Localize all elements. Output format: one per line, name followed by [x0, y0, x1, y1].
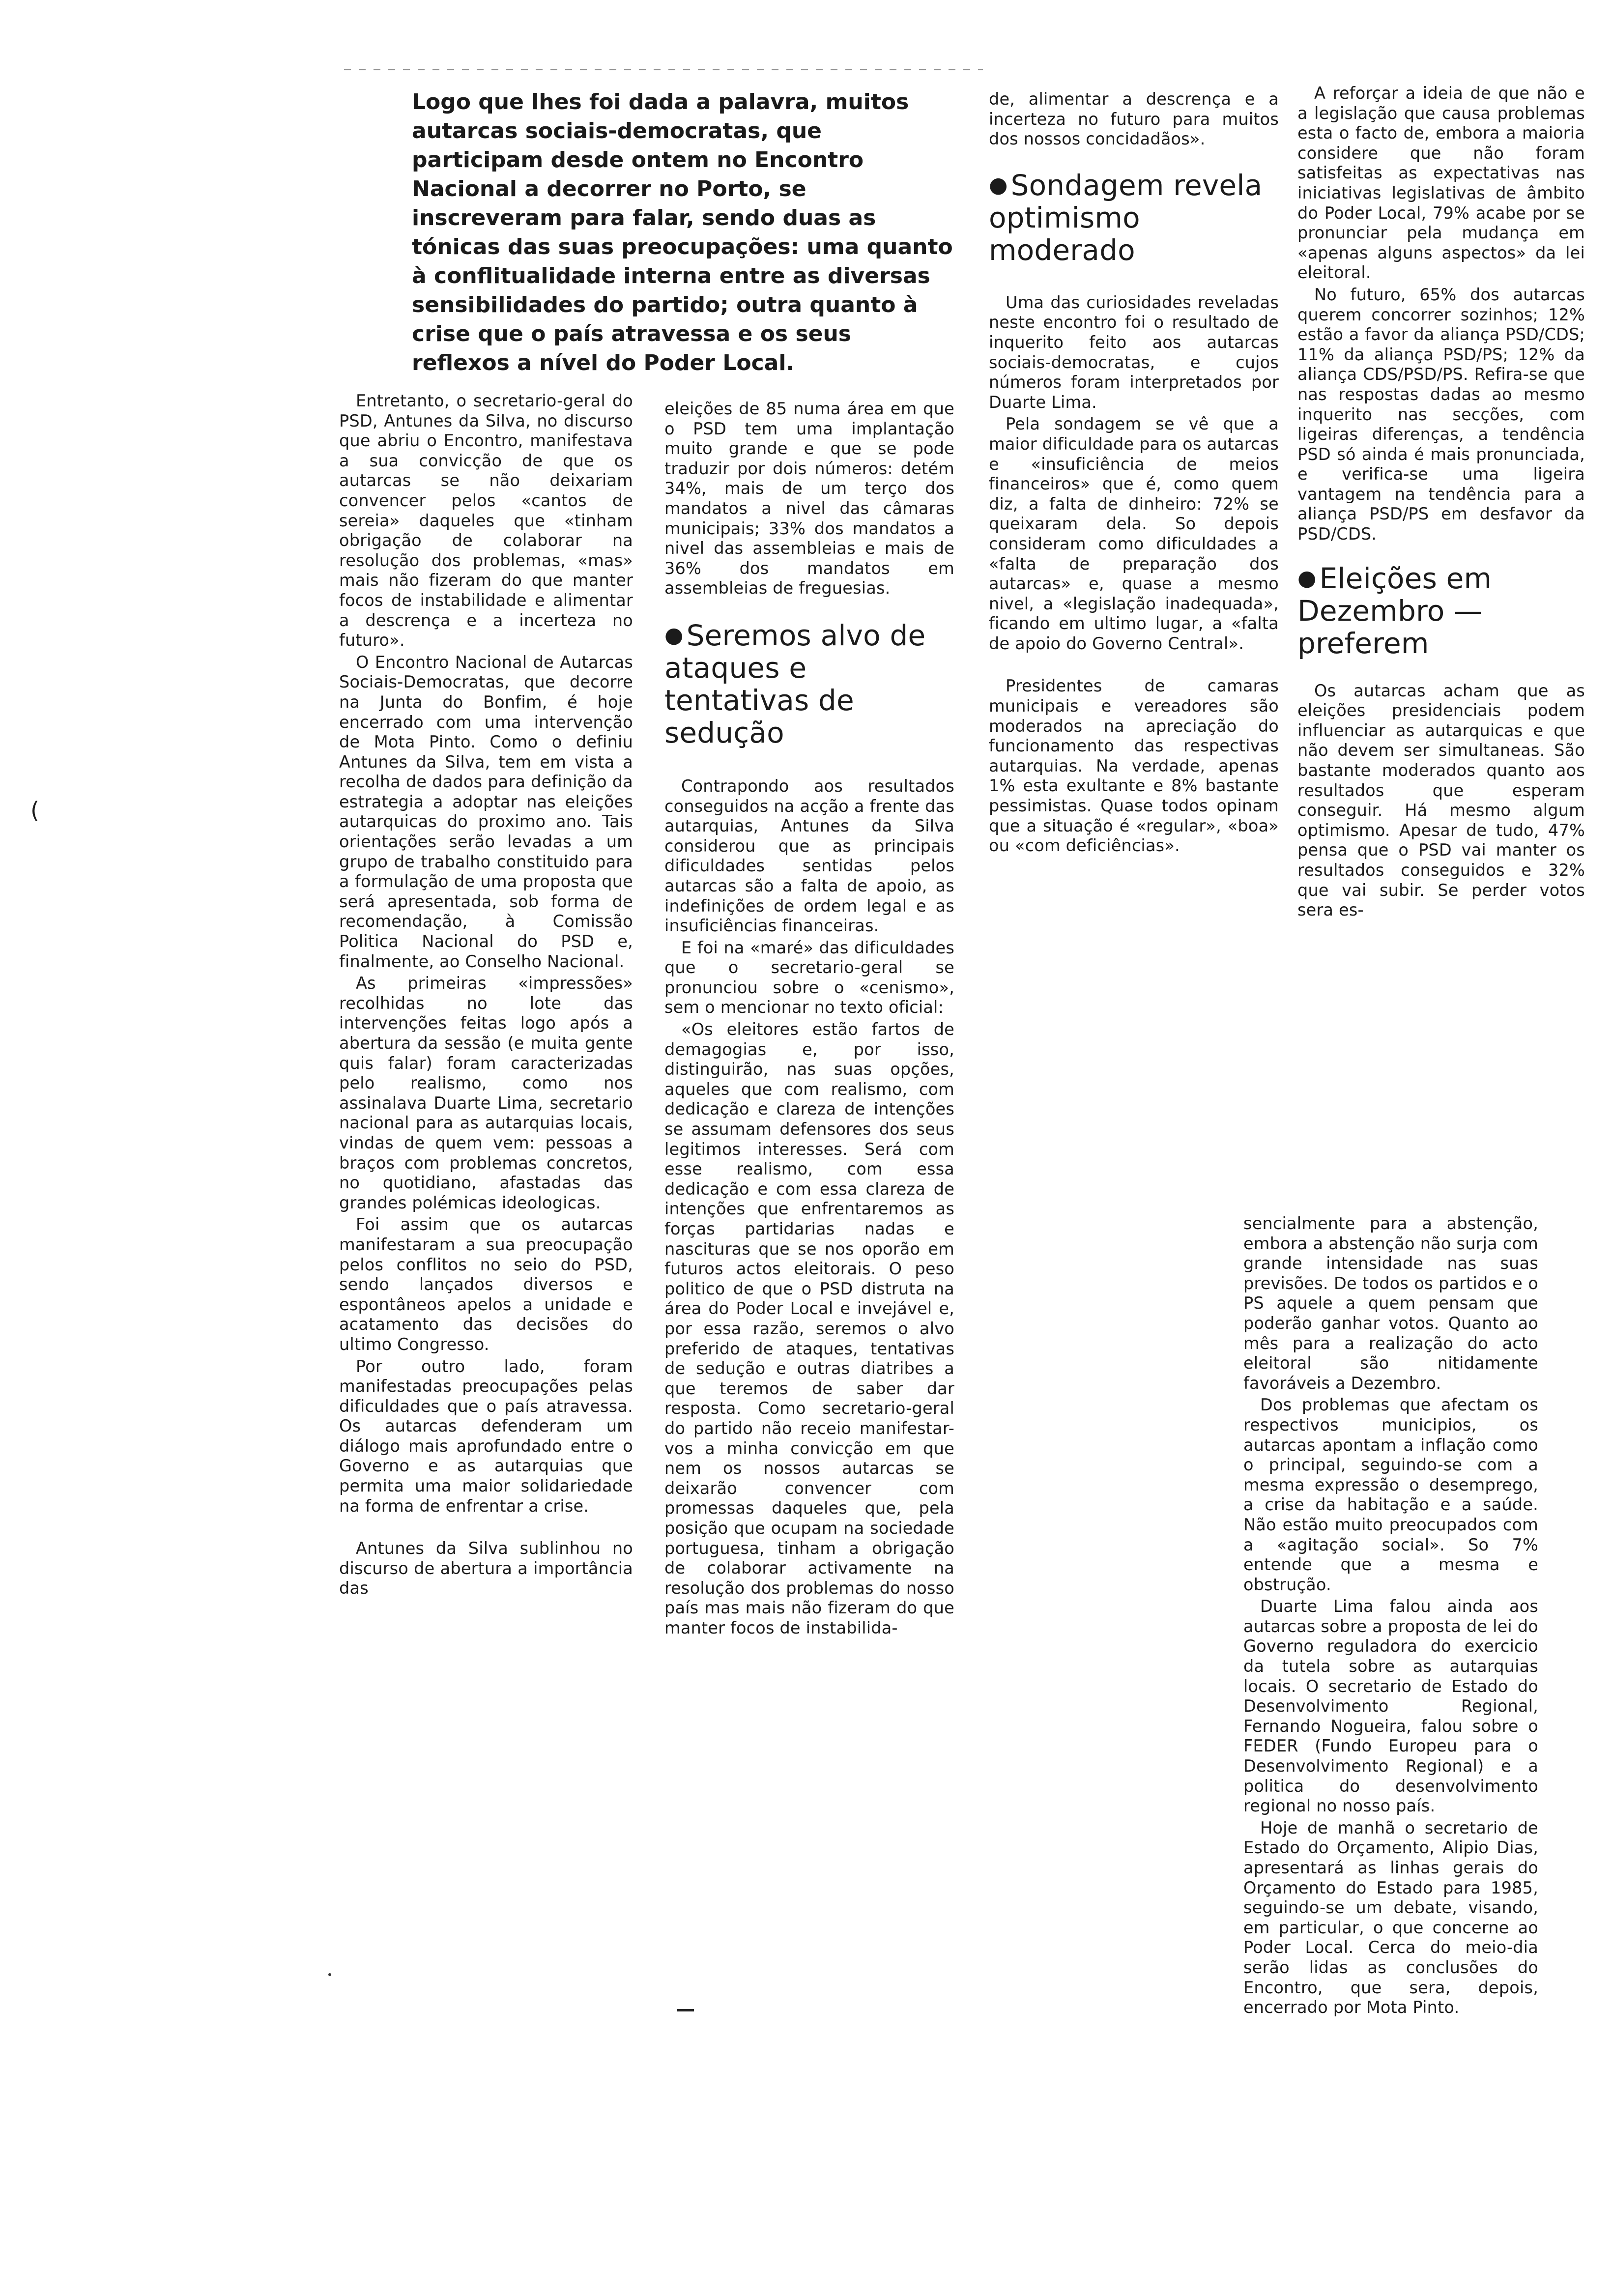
- paragraph: sencialmente para a abstenção, embora a abstenção não surja com grande intensidade nas suas previsões. De todos os partidos e o PS aquele a quem pensam que poderão ganhar votos. Quanto ao mês para a realização do acto eleitoral são nitidamente favoráveis a Dezembro.: [1243, 1214, 1538, 1393]
- paragraph: Antunes da Silva sublinhou no discurso de abertura a importância das: [339, 1539, 633, 1598]
- paragraph: No futuro, 65% dos autarcas querem concorrer sozinhos; 12% estão a favor da aliança PSD/CDS; 11% da aliança PSD/PS; 12% da aliança CDS/PSD/PS. Refira-se que nas respostas dadas ao mesmo inquerito nas secções, com ligeiras diferenças, a tendência PSD só ainda é mais pronunciada, e verifica-se uma ligeira vantagem na tendência para a aliança PSD/PS em desfavor da PSD/CDS.: [1297, 285, 1585, 544]
- subheading-sondagem: ● Sondagem revela optimismo moderado: [989, 168, 1263, 267]
- subheading-eleicoes: ● Eleições em Dezembro — preferem: [1297, 561, 1492, 660]
- paragraph: Foi assim que os autarcas manifestaram a sua preocupação pelos conflitos no seio do PSD, sendo lançados diversos e espontâneos apelos a unidade e acatamento das decisões do ultimo Congresso.: [339, 1215, 633, 1354]
- bullet-icon: ●: [664, 622, 684, 648]
- paragraph: eleições de 85 numa área em que o PSD tem uma implantação muito grande e que se pode traduzir por dois números: detém 34%, mais de um terço dos mandatos a nivel das câmaras municipais; 33% dos mandatos a nivel das assembleias e mais de 36% dos mandatos em assembleias de freguesias.: [664, 399, 954, 598]
- column-5: [1243, 1214, 1538, 2018]
- paragraph: A reforçar a ideia de que não e a legislação que causa problemas esta o facto de, embora a maioria considere que não foram satisfeitas as expectativas nas iniciativas legislativas de âmbito do Poder Local, 79% acabe por se pronunciar pela mudança em «apenas alguns aspectos» da lei eleitoral.: [1297, 84, 1585, 283]
- paragraph: Hoje de manhã o secretario de Estado do Orçamento, Alipio Dias, apresentará as linhas gerais do Orçamento do Estado para 1985, seguindo-se um debate, visando, em particular, o que concerne ao Poder Local. Cerca do meio-dia serão lidas as conclusões do Encontro, que sera, depois, encerrado por Mota Pinto.: [1243, 1818, 1538, 2017]
- scan-speck: [328, 1973, 331, 1976]
- paragraph: Os autarcas acham que as eleições presidenciais podem influenciar as autarquicas e que não devem ser simultaneas. São bastante moderados quanto aos resultados que esperam conseguir. Há mesmo algum optimismo. Apesar de tudo, 47% pensa que o PSD vai manter os resultados conseguidos e 32% que vai subir. Se perder votos sera es-: [1297, 681, 1585, 920]
- bullet-icon: ●: [1297, 565, 1317, 591]
- bullet-icon: ●: [989, 172, 1008, 198]
- subheading-seremos-alvo: ● Seremos alvo de ataques e tentativas de sedução: [664, 618, 926, 749]
- paragraph: Presidentes de camaras municipais e vereadores são moderados na apreciação do funcionamento das respectivas autarquias. Na verdade, apenas 1% esta exultante e 8% bastante pessimistas. Quase todos opinam que a situação é «regular», «boa» ou «com deficiências».: [989, 676, 1279, 856]
- column-end-dash: [677, 2009, 694, 2011]
- column-3: [989, 89, 1279, 856]
- column-1: [339, 391, 633, 1599]
- column-4: [1297, 84, 1585, 920]
- paragraph: E foi na «maré» das dificuldades que o secretario-geral se pronunciou sobre o «cenismo», sem o mencionar no texto oficial:: [664, 938, 954, 1017]
- paragraph: «Os eleitores estão fartos de demagogias e, por isso, distinguirão, nas suas opções, aqueles que com realismo, com dedicação e clareza de intenções se assumam defensores dos seus legitimos interesses. Será com esse realismo, com essa dedicação e com essa clareza de intenções que enfrentaremos as forças partidarias nadas e nascituras que se nos oporão em futuros actos eleitorais. O peso politico de que o PSD distruta na área do Poder Local e invejável e, por essa razão, seremos o alvo preferido de ataques, tentativas de sedução e outras diatribes a que teremos de saber dar resposta. Como secretario-geral do partido não receio manifestar-vos a minha convicção em que nem os nossos autarcas se deixarão convencer com promessas daqueles que, pela posição que ocupam na sociedade portuguesa, tinham a obrigação de colaborar activamente na resolução dos problemas do nosso país mas mais não fizeram do que manter focos de instabilida-: [664, 1020, 954, 1637]
- paragraph: O Encontro Nacional de Autarcas Sociais-Democratas, que decorre na Junta do Bonfim, é hoje encerrado com uma intervenção de Mota Pinto. Como o definiu Antunes da Silva, tem em vista a recolha de dados para definição da estrategia a adoptar nas eleições autarquicas do proximo ano. Tais orientações serão levadas a um grupo de trabalho constituido para a formulação de uma proposta que será apresentada, sob forma de recomendação, à Comissão Politica Nacional do PSD e, finalmente, ao Conselho Nacional.: [339, 652, 633, 971]
- margin-mark: (: [30, 797, 39, 824]
- paragraph: Dos problemas que afectam os respectivos municipios, os autarcas apontam a inflação como o principal, seguindo-se com a mesma expressão o desemprego, a crise da habitação e a saúde. Não estão muito preocupados com a «agitação social». So 7% entende que a mesma e obstrução.: [1243, 1395, 1538, 1594]
- column-2: [664, 399, 954, 1638]
- paragraph: de, alimentar a descrença e a incerteza no futuro para muitos dos nossos concidadãos».: [989, 89, 1279, 149]
- lead-paragraph: Logo que lhes foi dada a palavra, muitos autarcas sociais-democratas, que participam desde ontem no Encontro Nacional a decorrer no Porto, se inscreveram para falar, sendo duas as tónicas das suas preocupações: uma quanto à conflitualidade interna entre as diversas sensibilidades do partido; outra quanto à crise que o país atravessa e os seus reflexos a nível do Poder Local.: [412, 89, 953, 375]
- paragraph: Pela sondagem se vê que a maior dificuldade para os autarcas e «insuficiência de meios financeiros» que é, como quem diz, a falta de dinheiro: 72% se queixaram dela. So depois consideram como dificuldades a «falta de preparação dos autarcas» e, quase a mesmo nivel, a «legislação inadequada», ficando em ultimo lugar, a «falta de apoio do Governo Central».: [989, 414, 1279, 653]
- paragraph: Uma das curiosidades reveladas neste encontro foi o resultado de inquerito feito aos autarcas sociais-democratas, e cujos números foram interpretados por Duarte Lima.: [989, 292, 1279, 412]
- paragraph: As primeiras «impressões» recolhidas no lote das intervenções feitas logo após a abertura da sessão (e muita gente quis falar) foram caracterizadas pelo realismo, como nos assinalava Duarte Lima, secretario nacional para as autarquias locais, vindas de quem vem: pessoas a braços com problemas concretos, no quotidiano, afastadas das grandes polémicas ideologicas.: [339, 974, 633, 1212]
- paragraph: Entretanto, o secretario-geral do PSD, Antunes da Silva, no discurso que abriu o Encontro, manifestava a sua convicção de que os autarcas se não deixariam convencer pelos «cantos de sereia» daqueles que «tinham obrigação de colaborar na resolução dos problemas, «mas» mais não fizeram do que manter focos de instabilidade e alimentar a descrença e a incerteza no futuro».: [339, 391, 633, 650]
- paragraph: Contrapondo aos resultados conseguidos na acção a frente das autarquias, Antunes da Silva considerou que as principais dificuldades sentidas pelos autarcas são a falta de apoio, as indefinições de ordem legal e as insuficiências financeiras.: [664, 776, 954, 936]
- paragraph: Por outro lado, foram manifestadas preocupações pelas dificuldades que o país atravessa. Os autarcas defenderam um diálogo mais aprofundado entre o Governo e as autarquias que permita uma maior solidariedade na forma de enfrentar a crise.: [339, 1356, 633, 1516]
- scan-top-noise: [344, 69, 983, 70]
- paragraph: Duarte Lima falou ainda aos autarcas sobre a proposta de lei do Governo reguladora do exercicio da tutela sobre as autarquias locais. O secretario de Estado do Desenvolvimento Regional, Fernando Nogueira, falou sobre o FEDER (Fundo Europeu para o Desenvolvimento Regional) e a politica do desenvolvimento regional no nosso país.: [1243, 1597, 1538, 1816]
